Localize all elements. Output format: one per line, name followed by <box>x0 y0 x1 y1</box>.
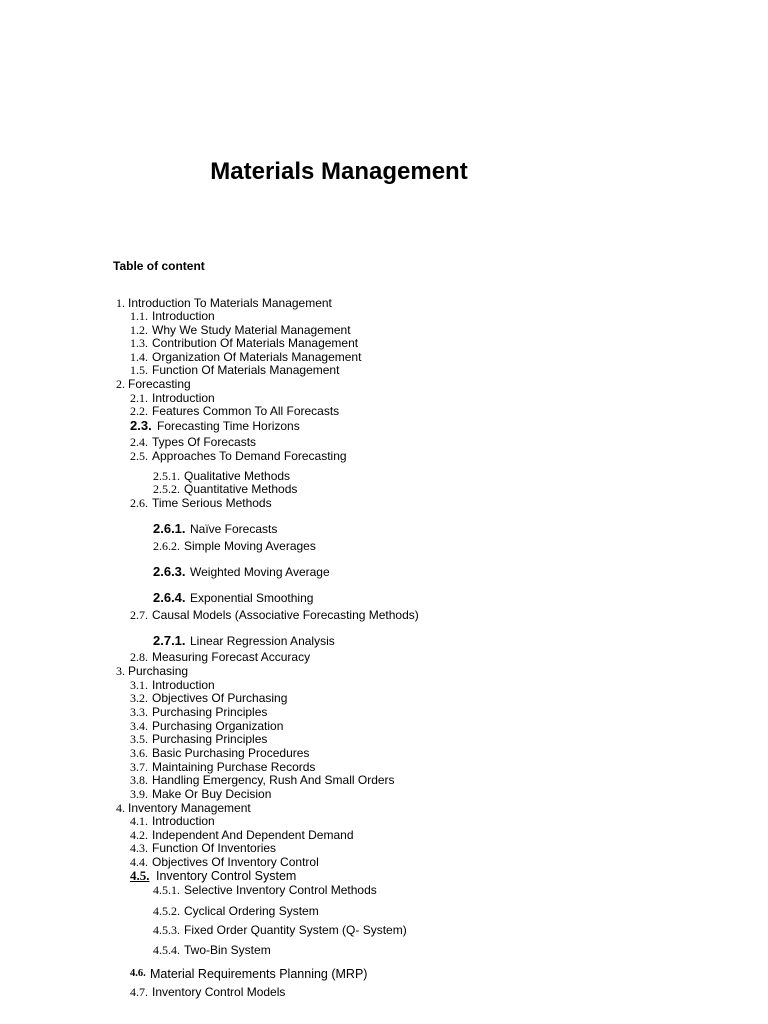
toc-text: Selective Inventory Control Methods <box>184 883 377 897</box>
toc-entry <box>0 841 768 855</box>
toc-entry <box>0 634 768 648</box>
toc-number: 2.6.4. <box>153 590 186 605</box>
toc-entry <box>0 760 768 774</box>
toc-number: 4.1. <box>130 814 148 828</box>
toc-entry <box>0 904 768 918</box>
toc-number: 2.6. <box>130 496 148 510</box>
toc-number: 1. <box>116 296 125 310</box>
toc-entry <box>0 855 768 869</box>
toc-text: Causal Models (Associative Forecasting Methods) <box>152 608 419 622</box>
toc-number: 3.2. <box>130 691 148 705</box>
toc-number: 3.7. <box>130 760 148 774</box>
toc-number: 4.5.3. <box>153 923 180 937</box>
toc-text: Make Or Buy Decision <box>152 787 272 801</box>
toc-text: Fixed Order Quantity System (Q- System) <box>184 923 407 937</box>
toc-entry <box>0 336 768 350</box>
toc-text: Two-Bin System <box>184 943 271 957</box>
toc-text: Qualitative Methods <box>184 469 291 483</box>
toc-number: 1.4. <box>130 350 148 364</box>
toc-number: 4.5.4. <box>153 943 180 957</box>
toc-text: Linear Regression Analysis <box>190 634 335 648</box>
toc-entry <box>0 985 768 999</box>
toc-text: Weighted Moving Average <box>190 565 330 579</box>
toc-entry <box>0 522 768 536</box>
toc-text: Introduction <box>152 814 215 828</box>
toc-text: Exponential Smoothing <box>190 591 314 605</box>
toc-entry <box>0 814 768 828</box>
toc-text: Simple Moving Averages <box>184 539 316 553</box>
toc-number: 1.3. <box>130 336 148 350</box>
toc-entry <box>0 435 768 449</box>
toc-entry <box>0 391 768 405</box>
toc-entry <box>0 967 768 981</box>
toc-text: Basic Purchasing Procedures <box>152 746 310 760</box>
toc-text: Introduction <box>152 391 215 405</box>
toc-number: 1.5. <box>130 363 148 377</box>
toc-number: 3.1. <box>130 678 148 692</box>
toc-entry <box>0 746 768 760</box>
toc-number: 2.5.1. <box>153 469 180 483</box>
toc-number: 3.9. <box>130 787 148 801</box>
toc-number: 3. <box>116 664 125 678</box>
toc-text: Forecasting <box>128 377 191 391</box>
toc-text: Forecasting Time Horizons <box>157 419 300 433</box>
toc-number: 2.3. <box>130 418 152 433</box>
document-title: Materials Management <box>210 158 468 185</box>
toc-number: 2.6.2. <box>153 539 180 553</box>
toc-text: Introduction <box>152 309 215 323</box>
toc-number: 4.7. <box>130 985 148 999</box>
toc-number: 2.6.1. <box>153 521 186 536</box>
toc-text: Why We Study Material Management <box>152 323 351 337</box>
toc-text: Inventory Management <box>128 801 251 815</box>
toc-text: Approaches To Demand Forecasting <box>152 449 347 463</box>
toc-entry <box>0 482 768 496</box>
toc-text: Objectives Of Inventory Control <box>152 855 319 869</box>
toc-text: Naïve Forecasts <box>190 522 278 536</box>
toc-entry <box>0 664 768 678</box>
toc-text: Handling Emergency, Rush And Small Orders <box>152 773 395 787</box>
toc-entry <box>0 363 768 377</box>
toc-text: Measuring Forecast Accuracy <box>152 650 311 664</box>
toc-entry <box>0 565 768 579</box>
toc-entry <box>0 923 768 937</box>
toc-text: Time Serious Methods <box>152 496 272 510</box>
toc-text: Inventory Control Models <box>152 985 286 999</box>
toc-text: Objectives Of Purchasing <box>152 691 288 705</box>
toc-number: 2.7.1. <box>153 633 186 648</box>
toc-text: Purchasing Organization <box>152 719 284 733</box>
toc-number: 2.5. <box>130 449 148 463</box>
toc-number: 4.3. <box>130 841 148 855</box>
toc-number: 3.4. <box>130 719 148 733</box>
toc-text: Contribution Of Materials Management <box>152 336 359 350</box>
toc-entry <box>0 732 768 746</box>
toc-number: 1.1. <box>130 309 148 323</box>
toc-number: 3.8. <box>130 773 148 787</box>
toc-entry <box>0 691 768 705</box>
toc-entry <box>0 591 768 605</box>
toc-entry <box>0 350 768 364</box>
toc-entry <box>0 419 768 433</box>
toc-number: 2.5.2. <box>153 482 180 496</box>
toc-text: Function Of Materials Management <box>152 363 340 377</box>
toc-entry <box>0 539 768 553</box>
toc-number: 2.7. <box>130 608 148 622</box>
toc-text: Features Common To All Forecasts <box>152 404 340 418</box>
toc-text: Purchasing Principles <box>152 705 268 719</box>
toc-text: Types Of Forecasts <box>152 435 257 449</box>
toc-entry <box>0 943 768 957</box>
toc-text: Independent And Dependent Demand <box>152 828 354 842</box>
toc-entry <box>0 377 768 391</box>
toc-entry <box>0 323 768 337</box>
toc-number: 2.4. <box>130 435 148 449</box>
toc-heading: Table of content <box>113 259 205 273</box>
toc-entry <box>0 719 768 733</box>
toc-number: 4.5.1. <box>153 883 180 897</box>
toc-number: 2.1. <box>130 391 148 405</box>
toc-text: Purchasing <box>128 664 189 678</box>
toc-entry <box>0 296 768 310</box>
toc-number: 4.5. <box>130 868 150 883</box>
toc-text: Purchasing Principles <box>152 732 268 746</box>
toc-entry <box>0 787 768 801</box>
toc-number: 2.8. <box>130 650 148 664</box>
toc-number: 2.6.3. <box>153 564 186 579</box>
toc-number: 4.5.2. <box>153 904 180 918</box>
toc-entry <box>0 309 768 323</box>
toc-entry <box>0 801 768 815</box>
toc-entry <box>0 469 768 483</box>
toc-entry <box>0 678 768 692</box>
toc-number: 3.5. <box>130 732 148 746</box>
toc-number: 2. <box>116 377 125 391</box>
toc-entry <box>0 828 768 842</box>
toc-entry <box>0 869 768 883</box>
toc-text: Cyclical Ordering System <box>184 904 319 918</box>
toc-text: Organization Of Materials Management <box>152 350 362 364</box>
toc-entry <box>0 404 768 418</box>
toc-text: Function Of Inventories <box>152 841 277 855</box>
toc-text: Material Requirements Planning (MRP) <box>150 967 368 981</box>
toc-number: 4.2. <box>130 828 148 842</box>
toc-text: Quantitative Methods <box>184 482 298 496</box>
toc-entry <box>0 496 768 510</box>
toc-entry <box>0 608 768 622</box>
toc-text: Inventory Control System <box>156 869 297 883</box>
toc-number: 3.6. <box>130 746 148 760</box>
toc-text: Introduction <box>152 678 215 692</box>
toc-number: 4.6. <box>130 968 146 979</box>
toc-number: 4. <box>116 801 125 815</box>
toc-entry <box>0 650 768 664</box>
toc-entry <box>0 705 768 719</box>
toc-entry <box>0 773 768 787</box>
toc-number: 3.3. <box>130 705 148 719</box>
toc-text: Introduction To Materials Management <box>128 296 332 310</box>
toc-number: 1.2. <box>130 323 148 337</box>
toc-entry <box>0 449 768 463</box>
toc-number: 2.2. <box>130 404 148 418</box>
toc-text: Maintaining Purchase Records <box>152 760 316 774</box>
toc-entry <box>0 883 768 897</box>
toc-number: 4.4. <box>130 855 148 869</box>
